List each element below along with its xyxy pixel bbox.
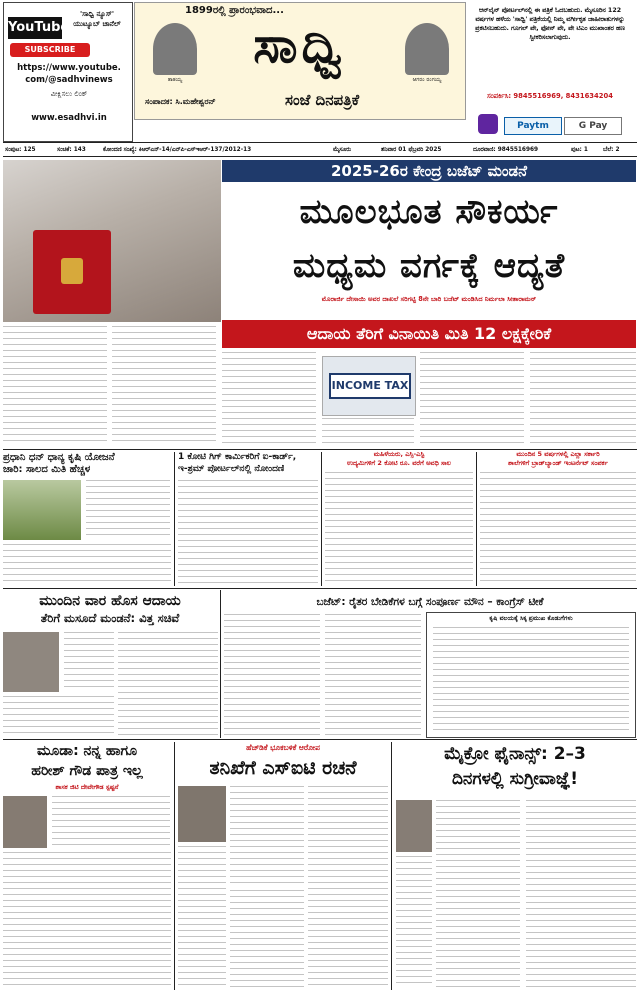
youtube-title: 'ಸಾಧ್ವಿ ನ್ಯೂಸ್' ಯುಟ್ಯೂಬ್ ಚಾನೆಲ್ <box>73 10 121 28</box>
story-microfinance-title-2: ದಿನಗಳಲ್ಲಿ ಸುಗ್ರೀವಾಜ್ಞೆ! <box>451 769 579 789</box>
right-portrait <box>405 23 449 75</box>
lead-subhead: ಮೊರಾರ್ಜಿ ದೇಸಾಯಿ ಅವರ ದಾಖಲೆ ಸರಿಗಟ್ಟಿ 8ನೇ ಬಾರಿ ಬಜೆಟ್ ಮಂಡಿಸಿದ ನಿರ್ಮಲಾ ಸೀತಾರಾಮನ್ <box>321 295 537 303</box>
story-loan-kicker: ಮಹಿಳೆಯರು, ಎಸ್ಸಿ-ಎಸ್ಟಿ <box>373 450 425 458</box>
agri-highlights-title: ಕೃಷಿ ವಲಯಕ್ಕೆ ಸಿಕ್ಕ ಪ್ರಮುಖ ಕೊಡುಗೆಗಳು <box>489 615 573 622</box>
story-taxbill-title-1: ಮುಂದಿನ ವಾರ ಹೊಸ ಆದಾಯ <box>39 593 181 609</box>
story-sit-body-a <box>230 786 304 886</box>
masthead-banner <box>134 2 466 120</box>
right-portrait-caption: ಆಗರಂ ರಂಗಯ್ಯ <box>412 77 442 83</box>
story-microfinance-body-a <box>436 800 520 988</box>
income-tax-label: INCOME TAX <box>329 373 411 399</box>
story-agri-body-b <box>3 544 171 586</box>
youtube-logo: YouTube <box>8 17 62 39</box>
youtube-url-line2: com/@sadhvinews <box>25 75 113 85</box>
classified-ad <box>468 2 636 140</box>
registration-number: ಕೋಂದಣಿ ಸಂಖ್ಯೆ: ಕಿಆರ್‌ಎನ್-14/ಎನ್‌ಪಿ-ಎಸ್‌ಇಆರ್-137/2012-13 <box>103 147 252 153</box>
story-school-body <box>480 472 636 586</box>
story-agri-title-1: ಪ್ರಧಾನಿ ಧನ್ ಧಾನ್ಯ ಕೃಷಿ ಯೋಜನೆ <box>3 452 115 463</box>
lead-column-5 <box>420 352 524 446</box>
story-sit-title: ತನಿಖೆಗೆ ಎಸ್‌ಐಟಿ ರಚನೆ <box>209 757 357 779</box>
left-portrait <box>153 23 197 75</box>
budget-emblem <box>61 258 83 284</box>
story-sit-body-c <box>178 846 226 988</box>
story-taxbill-body-b <box>118 632 218 736</box>
story-muda-title-2: ಹರೀಶ್ ಗೌಡ ಪಾತ್ರ ಇಲ್ಲ <box>31 763 143 779</box>
date: ಶನಿವಾರ 01 ಫೆಬ್ರವರಿ 2025 <box>381 147 442 153</box>
tagline: ಸಂಜೆ ದಿನಪತ್ರಿಕೆ <box>285 91 360 109</box>
story-sit-body-b <box>308 786 388 988</box>
lead-column-1 <box>3 326 107 446</box>
story-loan-title: ಉದ್ಯಮಿಗಳಿಗೆ 2 ಕೋಟಿ ರೂ. ವರೆಗೆ ಅವಧಿ ಸಾಲ <box>346 459 452 467</box>
income-tax-image <box>322 356 416 416</box>
lead-column-4 <box>322 418 414 446</box>
finance-minister-photo <box>3 160 221 322</box>
story-microfinance-body-b <box>396 856 432 988</box>
gpay-logo: G Pay <box>564 117 622 135</box>
website-url[interactable]: www.esadhvi.in <box>31 113 107 123</box>
story-microfinance-title-1: ಮೈಕ್ರೋ ಫೈನಾನ್ಸ್: 2–3 <box>444 744 586 764</box>
phone: ದೂರವಾಣಿ: 9845516969 <box>473 147 539 153</box>
story-school-title: ಶಾಲೆಗಳಿಗೆ ಬ್ರಾಡ್‌ಬ್ಯಾಂಡ್ ಇಂಟರ್ನೆಟ್ ಸಂಪರ್ಕ <box>508 459 608 467</box>
story-agri-title-2: ಜಾರಿ: ಸಾಲದ ಮಿತಿ ಹೆಚ್ಚಳ <box>3 464 91 475</box>
phonepe-icon <box>478 114 498 134</box>
agri-highlights-list <box>433 627 629 733</box>
story-school-kicker: ಮುಂದಿನ 5 ವರ್ಷಗಳಲ್ಲಿ ಎಲ್ಲಾ ಸರ್ಕಾರಿ <box>516 450 600 458</box>
youtube-url-line1: https://www.youtube. <box>17 63 121 73</box>
gt-devegowda-photo <box>3 796 47 848</box>
dateline <box>3 144 637 156</box>
youtube-ad[interactable] <box>3 2 133 142</box>
story-gig-body <box>178 480 318 586</box>
story-microfinance-body-c <box>526 800 636 988</box>
story-sit-body-d <box>230 890 304 988</box>
founded-text: 1899ರಲ್ಲಿ ಪ್ರಾರಂಭವಾದ... <box>185 5 284 16</box>
visit-link-text: ವೀಕ್ಷಿಸಲು ಲಿಂಕ್ <box>50 90 88 98</box>
price: ಬೆಲೆ: 2 <box>603 147 620 153</box>
finance-minister-thumb <box>3 632 59 692</box>
story-congress-body-b <box>325 614 421 736</box>
story-congress-title: ಬಜೆಟ್: ರೈತರ ಬೇಡಿಕೆಗಳ ಬಗ್ಗೆ ಸಂಪೂರ್ಣ ಮೌನ – ಕಾಂಗ್ರೆಸ್ ಟೀಕೆ <box>316 596 544 608</box>
farm-photo <box>3 480 81 540</box>
lead-column-3 <box>222 352 316 446</box>
editor-line: ಸಂಪಾದಕ: ಸಿ.ಮಹೇಶ್ವರನ್ <box>145 97 216 106</box>
issue-number: ಸಂಚಿಕೆ: 143 <box>57 147 86 153</box>
classified-ad-text: ಆನ್‌ಲೈನ್ ಪೋರ್ಟಲ್‌ನಲ್ಲಿ ಈ ಪತ್ರಿಕೆ ಓದಬಹುದು. ಮೈಸೂರಿನ 122 ವರ್ಷಗಳ ಹಳೆಯ 'ಸಾಧ್ವಿ' ಪತ್ರಿಕೆಯಲ್ಲಿ ನಿಮ್ಮ ವರ್ಗೀಕೃತ ಜಾಹೀರಾತುಗಳನ್ನು ಪ್ರಕಟಿಸಬಹುದು. ಗೂಗಲ್ ಪೇ, ಫೋನ್ ಪೇ, ಪೇ ಟಿಎಂ ಮುಖಾಂತರ ಹಣ ಸ್ವೀಕರಿಸಲಾಗುವುದು. <box>475 7 625 41</box>
subscribe-button[interactable]: SUBSCRIBE <box>10 43 90 57</box>
story-gig-title-2: ಇ-ಶ್ರಮ್ ಪೋರ್ಟಲ್‌ನಲ್ಲಿ ನೋಂದಣಿ <box>178 464 285 474</box>
paytm-logo: Paytm <box>504 117 562 135</box>
issue-volume: ಸಂಪುಟ: 125 <box>5 147 36 153</box>
story-gig-title-1: 1 ಕೋಟಿ ಗಿಗ್ ಕಾರ್ಮಿಕರಿಗೆ ಐ-ಕಾರ್ಡ್, <box>178 452 297 462</box>
parameshwara-photo <box>396 800 432 852</box>
story-muda-title-1: ಮೂಡಾ: ನನ್ನ ಹಾಗೂ <box>36 743 138 759</box>
story-muda-body-b <box>3 852 171 988</box>
story-muda-byline: ಶಾಸಕ ಜಿಟಿ ದೇವೇಗೌಡ ಸ್ಪಷ್ಟನೆ <box>55 783 119 791</box>
lead-column-6 <box>530 352 636 446</box>
story-taxbill-title-2: ತೆರಿಗೆ ಮಸೂದೆ ಮಂಡನೆ: ವಿತ್ತ ಸಚಿವೆ <box>40 611 180 625</box>
story-loan-body <box>325 472 473 586</box>
newspaper-name: ಸಾಧ್ವಿ <box>253 15 347 74</box>
lead-headline-1: ಮೂಲಭೂತ ಸೌಕರ್ಯ <box>299 192 559 232</box>
hd-kumaraswamy-photo <box>178 786 226 842</box>
story-congress-body-a <box>224 614 320 736</box>
city: ಮೈಸೂರು <box>333 147 352 153</box>
story-taxbill-body-c <box>3 696 114 736</box>
tax-banner: ಆದಾಯ ತೆರಿಗೆ ವಿನಾಯಿತಿ ಮಿತಿ 12 ಲಕ್ಷಕ್ಕೇರಿಕೆ <box>222 320 636 348</box>
story-sit-kicker: ಹೆಚ್‌ಡಿಕೆ ಭೂಕಬಳಿಕೆ ಆರೋಪ <box>246 743 320 752</box>
story-taxbill-body-a <box>64 632 114 692</box>
lead-column-2 <box>112 326 216 446</box>
story-muda-body-a <box>52 796 170 848</box>
lead-headline-2: ಮಧ್ಯಮ ವರ್ಗಕ್ಕೆ ಆದ್ಯತೆ <box>292 246 566 286</box>
classified-contact: ಸಂಪರ್ಕಿಸಿ: 9845516969, 8431634204 <box>487 92 613 100</box>
agri-highlights-box <box>426 612 636 738</box>
page-count: ಪುಟ: 1 <box>571 147 588 153</box>
left-portrait-caption: ತಾತಯ್ಯ <box>167 77 183 83</box>
story-agri-body-a <box>86 480 170 540</box>
lead-kicker: 2025-26ರ ಕೇಂದ್ರ ಬಜೆಟ್ ಮಂಡನೆ <box>222 160 636 182</box>
